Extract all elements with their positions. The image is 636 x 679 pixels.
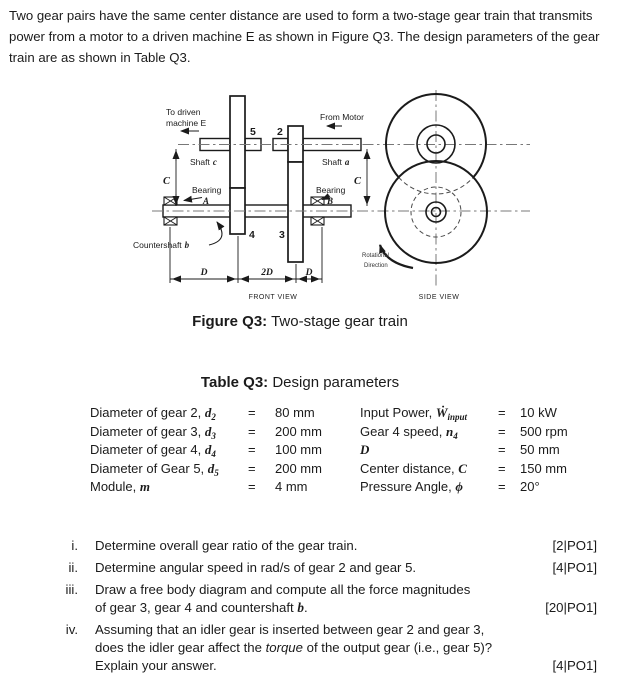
param-value: 150 mm: [520, 460, 567, 476]
param-eq: =: [498, 423, 506, 439]
question-item-iv: [58, 621, 597, 675]
question-list: [58, 537, 597, 679]
param-label: Center distance, C: [360, 460, 467, 476]
dim-d-left-label: D: [200, 268, 208, 278]
to-driven-label-line1: To driven: [166, 107, 201, 117]
param-eq: =: [248, 460, 256, 476]
front-view-gears: [230, 96, 303, 262]
gear3-front-rect: [288, 162, 303, 262]
intro-line-3: train are as shown in Table Q3.: [9, 50, 191, 65]
front-view-caption: FRONT VIEW: [248, 294, 298, 301]
question-marks: [4|PO1]: [552, 560, 597, 575]
param-label: Diameter of gear 2, $d_2$: [90, 405, 216, 422]
figure-caption-prefix: Figure Q3:: [192, 313, 268, 330]
bearing-b-label: Bearing: [316, 185, 346, 195]
question-marks: [2|PO1]: [552, 538, 597, 553]
param-label: Pressure Angle, ϕ: [360, 479, 463, 495]
gear5-front-rect: [230, 96, 245, 188]
param-eq: =: [498, 405, 506, 420]
param-label: Diameter of gear 4, $d_4$: [90, 442, 216, 460]
dim-d-right-label: D: [305, 268, 313, 278]
question-marks: [4|PO1]: [552, 658, 597, 673]
question-number: ii.: [68, 560, 78, 575]
param-value: 10 kW: [520, 405, 557, 420]
gear-train-svg: [120, 80, 536, 312]
figure-q3-drawing: [120, 80, 536, 312]
param-value: 500 rpm: [520, 423, 568, 439]
gear2-number: 2: [277, 126, 283, 138]
question-number: iii.: [65, 582, 78, 597]
to-driven-label-line2: machine E: [166, 118, 207, 128]
question-item-i: [58, 537, 597, 555]
bearing-a-letter: A: [203, 196, 210, 206]
gear3-number: 3: [279, 229, 285, 241]
param-value: 200 mm: [275, 460, 322, 476]
countershaft-leader-arrow: [209, 222, 222, 245]
param-value: 50 mm: [520, 442, 560, 458]
question-marks: [20|PO1]: [545, 600, 597, 615]
gear4-number: 4: [249, 229, 255, 241]
question-number: i.: [71, 538, 78, 553]
intro-line-2: power from a motor to a driven machine E as shown in Figure Q3. The design parameters of the gear: [9, 29, 600, 44]
param-label: D: [360, 442, 370, 458]
param-eq: =: [248, 423, 256, 439]
figure-caption: [0, 313, 600, 330]
param-eq: =: [498, 442, 506, 458]
table-caption: [0, 374, 600, 391]
rotational-label-line1: Rotational: [362, 253, 390, 259]
param-eq: =: [248, 479, 256, 495]
shaft-c-label: Shaft c: [190, 157, 217, 167]
dim-2d-label: 2D: [261, 268, 273, 278]
param-label: Gear 4 speed, $n_4$: [360, 423, 458, 441]
param-label: Input Power, Ẇ$_{input}$: [360, 405, 467, 422]
question-text: Determine angular speed in rad/s of gear 2 and gear 5.: [95, 560, 417, 575]
bearing-a-label: Bearing: [192, 185, 222, 195]
gear5-number: 5: [250, 126, 256, 138]
param-value: 80 mm: [275, 405, 315, 420]
param-value: 100 mm: [275, 442, 322, 458]
figure-caption-title: Two-stage gear train: [271, 313, 408, 330]
param-eq: =: [498, 479, 506, 495]
param-eq: =: [498, 460, 506, 476]
rotational-label-line2: Direction: [364, 263, 388, 269]
param-eq: =: [248, 442, 256, 458]
param-value: 200 mm: [275, 423, 322, 439]
question-item-iii: [58, 581, 597, 617]
param-eq: =: [248, 405, 256, 420]
center-distance-left-label: C: [163, 176, 171, 187]
bearing-a-leader-arrow: [184, 198, 202, 201]
question-text: Assuming that an idler gear is inserted between gear 2 and gear 3, does the idler gear affect the torque of the output gear (i.e., gear 5)? Explain your answer.: [95, 622, 493, 673]
question-text: Draw a free body diagram and compute all the force magnitudes of gear 3, gear 4 and countershaft b.: [95, 582, 471, 615]
param-label: Diameter of Gear 5, $d_5$: [90, 460, 219, 478]
intro-paragraph: [9, 5, 600, 68]
question-text: Determine overall gear ratio of the gear train.: [95, 538, 358, 553]
param-value: 4 mm: [275, 479, 308, 495]
side-view-caption: SIDE VIEW: [418, 294, 460, 301]
from-motor-label: From Motor: [320, 112, 364, 122]
countershaft-label: Countershaft b: [133, 240, 190, 250]
table-caption-prefix: Table Q3:: [200, 374, 269, 391]
bearing-b-letter: B: [327, 196, 334, 206]
center-distance-right-label: C: [354, 176, 362, 187]
param-value: 20°: [520, 479, 540, 495]
question-number: iv.: [65, 622, 78, 637]
param-table-left: [90, 404, 322, 497]
shaft-a-label: Shaft a: [322, 157, 350, 167]
param-label: Module, m: [90, 479, 150, 495]
question-item-ii: [58, 559, 597, 577]
table-caption-title: Design parameters: [272, 374, 400, 391]
param-label: Diameter of gear 3, $d_3$: [90, 423, 216, 441]
param-table-right: [360, 404, 568, 497]
intro-line-1: Two gear pairs have the same center distance are used to form a two-stage gear train that transmits: [9, 8, 593, 23]
